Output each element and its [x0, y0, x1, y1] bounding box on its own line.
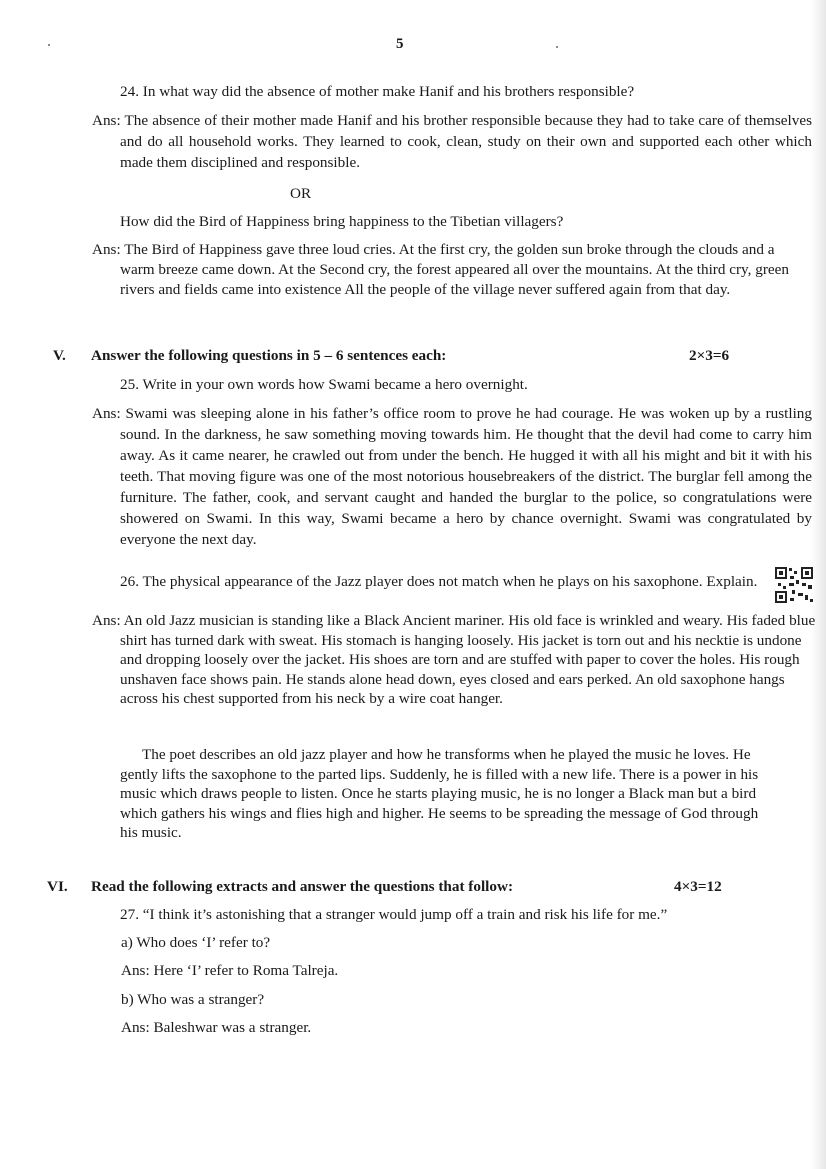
- question-24-alt: How did the Bird of Happiness bring happiness to the Tibetian villagers?: [120, 213, 564, 230]
- section-vi-title: Read the following extracts and answer the questions that follow:: [91, 878, 514, 895]
- ans-label: Ans:: [92, 405, 121, 422]
- question-26: 26. The physical appearance of the Jazz player does not match when he plays on his saxophone. Explain.: [120, 573, 758, 590]
- qr-code-graphic: [774, 566, 814, 604]
- scan-speck: [556, 46, 558, 48]
- ans-label: Ans:: [92, 241, 121, 258]
- answer-24-alt: [92, 240, 812, 300]
- ans-label: Ans:: [92, 612, 121, 629]
- scan-speck: [48, 44, 50, 46]
- answer-27a: Ans: Here ‘I’ refer to Roma Talreja.: [121, 962, 339, 979]
- qr-code: [774, 566, 814, 604]
- question-27a: a) Who does ‘I’ refer to?: [121, 934, 271, 951]
- answer-26-continued: The poet describes an old jazz player and how he transforms when he played the music he loves. He gently lifts the saxophone to the parted lips. Suddenly, he is filled with a new life. There is a power in his music which draws people to listen. Once he starts playing music, he is no longer a Black man but a bird which gathers his wings and flies high and higher. He seems to be spreading the message of God through his music.: [120, 746, 759, 842]
- section-vi-marks: 4×3=12: [674, 878, 722, 895]
- answer-24: [92, 110, 812, 173]
- answer-24-alt-text: The Bird of Happiness gave three loud cries. At the first cry, the golden sun broke through the clouds and a warm breeze came down. At the Second cry, the forest appeared all over the mountains. At the third cry, green rivers and fields came into existence All the people of the village never suffered again from that day.: [120, 241, 789, 298]
- answer-25: [92, 403, 812, 550]
- question-27b: b) Who was a stranger?: [121, 991, 265, 1008]
- section-vi-number: VI.: [47, 878, 68, 895]
- answer-24-text: The absence of their mother made Hanif and his brother responsible because they had to take care of themselves and do all household works. They learned to cook, clean, study on their own and supported each other which made them disciplined and responsible.: [120, 112, 812, 171]
- answer-26: [92, 611, 816, 709]
- section-v-number: V.: [53, 347, 66, 364]
- answer-25-text: Swami was sleeping alone in his father’s office room to prove he had courage. He was woken up by a rustling sound. In the darkness, he saw something moving towards him. He thought that the devil had come to carry him away. As it came nearer, he crawled out from under the bench. He hugged it with all his might and bit it with his teeth. That moving figure was one of the most notorious housebreakers of the district. The burglar fell among the furniture. The father, cook, and servant caught and handed the burglar to the police, so congratulations were showered on Swami. In this way, Swami became a hero by chance overnight. Swami was congratulated by everyone the next day.: [120, 405, 812, 548]
- section-v-title: Answer the following questions in 5 – 6 sentences each:: [91, 347, 447, 364]
- question-27-quote: 27. “I think it’s astonishing that a stranger would jump off a train and risk his life for me.”: [120, 906, 668, 923]
- page-number: 5: [396, 36, 404, 52]
- section-v-marks: 2×3=6: [689, 347, 730, 364]
- or-label: OR: [290, 185, 312, 202]
- answer-27b: Ans: Baleshwar was a stranger.: [121, 1019, 312, 1036]
- question-25: 25. Write in your own words how Swami became a hero overnight.: [120, 376, 528, 393]
- ans-label: Ans:: [92, 112, 121, 129]
- question-24: 24. In what way did the absence of mother make Hanif and his brothers responsible?: [120, 83, 635, 100]
- answer-26-text: An old Jazz musician is standing like a Black Ancient mariner. His old face is wrinkled and weary. His faded blue shirt has turned dark with sweat. His stomach is hanging loosely. His jacket is torn out and his necktie is undone and dropping loosely over the jacket. His shoes are torn and are stuffed with paper to cover the holes. His rough unshaven face shows pain. He stands alone head down, eyes closed and ears perked. An old saxophone hangs across his chest supported from his neck by a wire coat hanger.: [120, 612, 816, 708]
